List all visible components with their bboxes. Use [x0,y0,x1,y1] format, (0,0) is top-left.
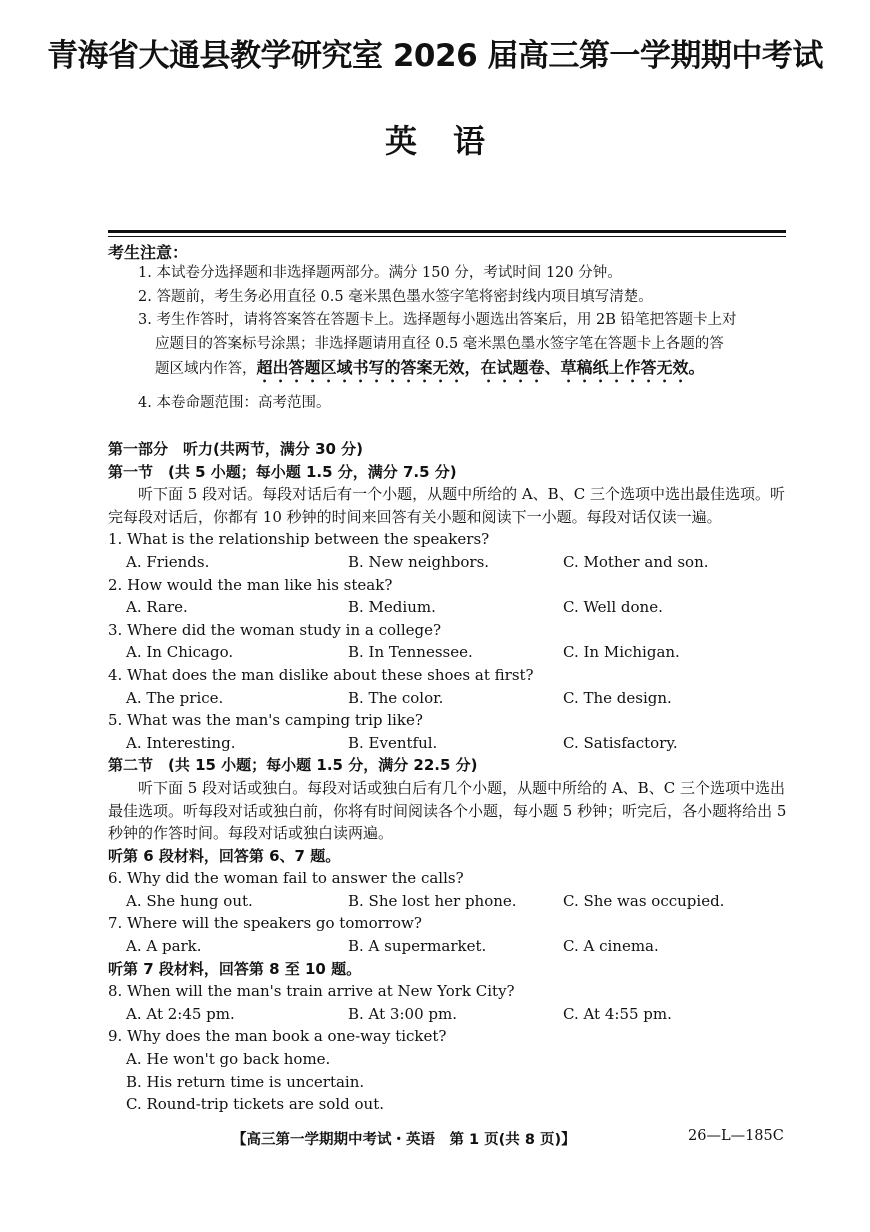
option-9c: C. Round-trip tickets are sold out. [126,1095,384,1114]
option-c: C. In Michigan. [563,643,680,662]
options-7 [108,935,793,958]
notice-emphasis: 超出答题区域书写的答案无效，在试题卷、草稿纸上作答无效。 [256,358,705,377]
section1-heading: 第一节 (共 5 小题；每小题 1.5 分，满分 7.5 分) [108,462,457,481]
exam-title: 青海省大通县教学研究室 2026 届高三第一学期期中考试 [47,38,823,74]
notice-item-3-tail: 题区域内作答， [155,361,257,377]
notice-list [138,262,788,416]
notice-item-3-cont2 [138,356,788,386]
question-4: 4. What does the man dislike about these shoes at first? [108,665,534,684]
header-rule-thin [108,236,786,237]
option-a: A. At 2:45 pm. [126,1004,235,1023]
option-c: C. The design. [563,688,672,707]
option-c: C. At 4:55 pm. [563,1004,672,1023]
option-c: C. A cinema. [563,937,659,956]
notice-item-2: 2. 答题前，考生务必用直径 0.5 毫米黑色墨水签字笔将密封线内项目填写清楚。 [138,288,653,305]
listening-part [108,438,793,1116]
section2-instructions: 听下面 5 段对话或独白。每段对话或独白后有几个小题，从题中所给的 A、B、C 三个选项中选出最佳选项。听每段对话或独白前，你将有时间阅读各个小题，每小题 5 秒钟；听完后，各小题将给出 5 秒钟的作答时间。每段对话或独白读两遍。 [108,778,787,843]
option-9a: A. He won't go back home. [126,1050,331,1069]
question-7: 7. Where will the speakers go tomorrow? [108,914,422,933]
notice-item-3-cont: 应题目的答案标号涂黑；非选择题请用直径 0.5 毫米黑色墨水签字笔在答题卡上各题的答 [155,335,724,352]
option-b: B. The color. [348,688,444,707]
option-a: A. The price. [126,688,224,707]
option-a: A. In Chicago. [126,643,234,662]
options-2 [108,596,793,619]
options-4 [108,687,793,710]
notice-item-3: 3. 考生作答时，请将答案答在答题卡上。选择题每小题选出答案后，用 2B 铅笔把答题卡上对 [138,312,737,328]
option-a: A. She hung out. [126,891,253,910]
options-8 [108,1003,793,1026]
notice-item-4: 4. 本卷命题范围：高考范围。 [138,395,331,411]
part1-heading: 第一部分 听力(共两节，满分 30 分) [108,440,364,458]
subject-title: 英语 [384,122,521,160]
option-b: B. A supermarket. [348,937,487,956]
question-9: 9. Why does the man book a one-way ticket? [108,1027,447,1046]
material-7-heading: 听第 7 段材料，回答第 8 至 10 题。 [108,959,362,978]
material-6-heading: 听第 6 段材料，回答第 6、7 题。 [108,846,341,865]
option-a: A. Friends. [126,552,210,571]
options-3 [108,641,793,664]
options-1 [108,551,793,574]
notice-item-1: 1. 本试卷分选择题和非选择题两部分。满分 150 分，考试时间 120 分钟。 [138,265,622,281]
option-a: A. Interesting. [126,733,236,752]
question-6: 6. Why did the woman fail to answer the calls? [108,869,464,888]
option-a: A. Rare. [126,598,188,617]
option-c: C. Mother and son. [563,552,709,571]
option-b: B. Eventful. [348,733,438,752]
option-b: B. In Tennessee. [348,643,473,662]
question-3: 3. Where did the woman study in a college? [108,620,442,639]
option-b: B. She lost her phone. [348,891,517,910]
option-a: A. A park. [126,937,202,956]
header-rule [108,230,786,233]
options-5 [108,732,793,755]
question-1: 1. What is the relationship between the speakers? [108,530,490,549]
option-9b: B. His return time is uncertain. [126,1072,365,1091]
question-8: 8. When will the man's train arrive at New York City? [108,982,515,1001]
exam-code: 26—L—185C [688,1128,784,1144]
section2-heading: 第二节 (共 15 小题；每小题 1.5 分，满分 22.5 分) [108,756,478,775]
question-5: 5. What was the man's camping trip like? [108,711,423,730]
notice-heading: 考生注意： [108,243,189,262]
option-b: B. Medium. [348,598,436,617]
option-b: B. At 3:00 pm. [348,1004,457,1023]
option-b: B. New neighbors. [348,552,490,571]
page-footer: 【高三第一学期期中考试・英语 第 1 页(共 8 页)】 [232,1132,576,1148]
question-2: 2. How would the man like his steak? [108,575,393,594]
option-c: C. She was occupied. [563,891,725,910]
option-c: C. Well done. [563,598,663,617]
options-6 [108,890,793,913]
section1-instructions: 听下面 5 段对话。每段对话后有一个小题，从题中所给的 A、B、C 三个选项中选出最佳选项。听完每段对话后，你都有 10 秒钟的时间来回答有关小题和阅读下一小题。每段对话仅读一遍。 [108,485,785,526]
option-c: C. Satisfactory. [563,733,678,752]
